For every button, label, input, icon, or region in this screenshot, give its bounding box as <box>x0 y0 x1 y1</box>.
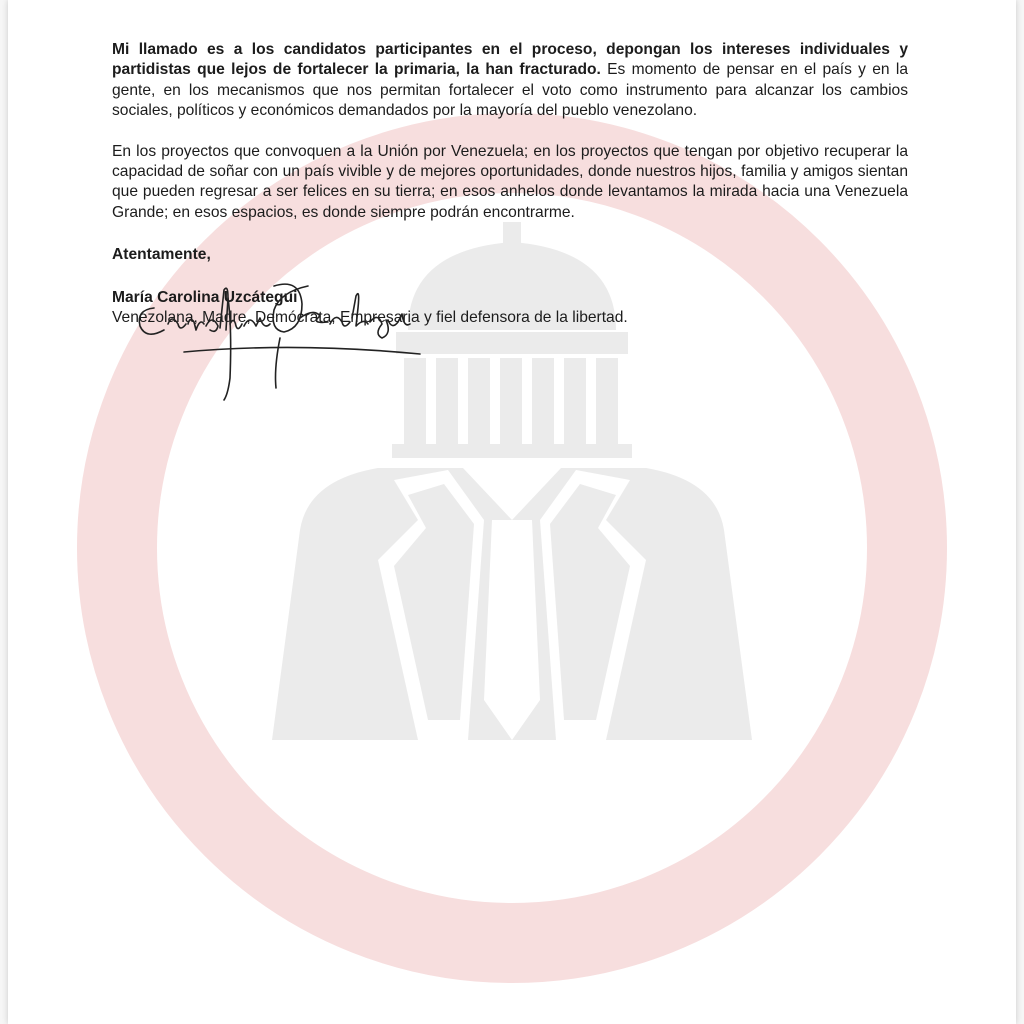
paragraph-appeal-bold: Mi llamado es a los candidatos participantes en el proceso, depongan los intereses individuales y partidistas que lejos de fortalecer la primaria, la han fracturado. <box>112 41 908 79</box>
closing-salutation: Atentamente, <box>112 246 211 264</box>
signer-title: Venezolana, Madre, Demócrata, Empresaria y fiel defensora de la libertad. <box>112 309 628 327</box>
signer-name: María Carolina Uzcátegui <box>112 288 298 306</box>
paragraph-projects: En los proyectos que convoquen a la Unión por Venezuela; en los proyectos que tengan por objetivo recuperar la capacidad de soñar con un país vivible y de mejores oportunidades, donde nuestros hijos, familia y amigos sientan que pueden regresar a ser felices en su tierra; en esos anhelos donde levantamos la mirada hacia una Venezuela Grande; en esos espacios, es donde siempre podrán encontrarme. <box>112 142 908 221</box>
handwritten-signature <box>124 268 444 408</box>
document-page <box>8 0 1016 1024</box>
paragraph-appeal-rest: Es momento de pensar en el país y en la gente, en los mecanismos que nos permitan fortalecer el voto como instrumento para alcanzar los cambios sociales, políticos y económicos demandados por la mayoría del pueblo venezolano. <box>112 61 908 120</box>
paragraph-appeal <box>112 40 908 122</box>
